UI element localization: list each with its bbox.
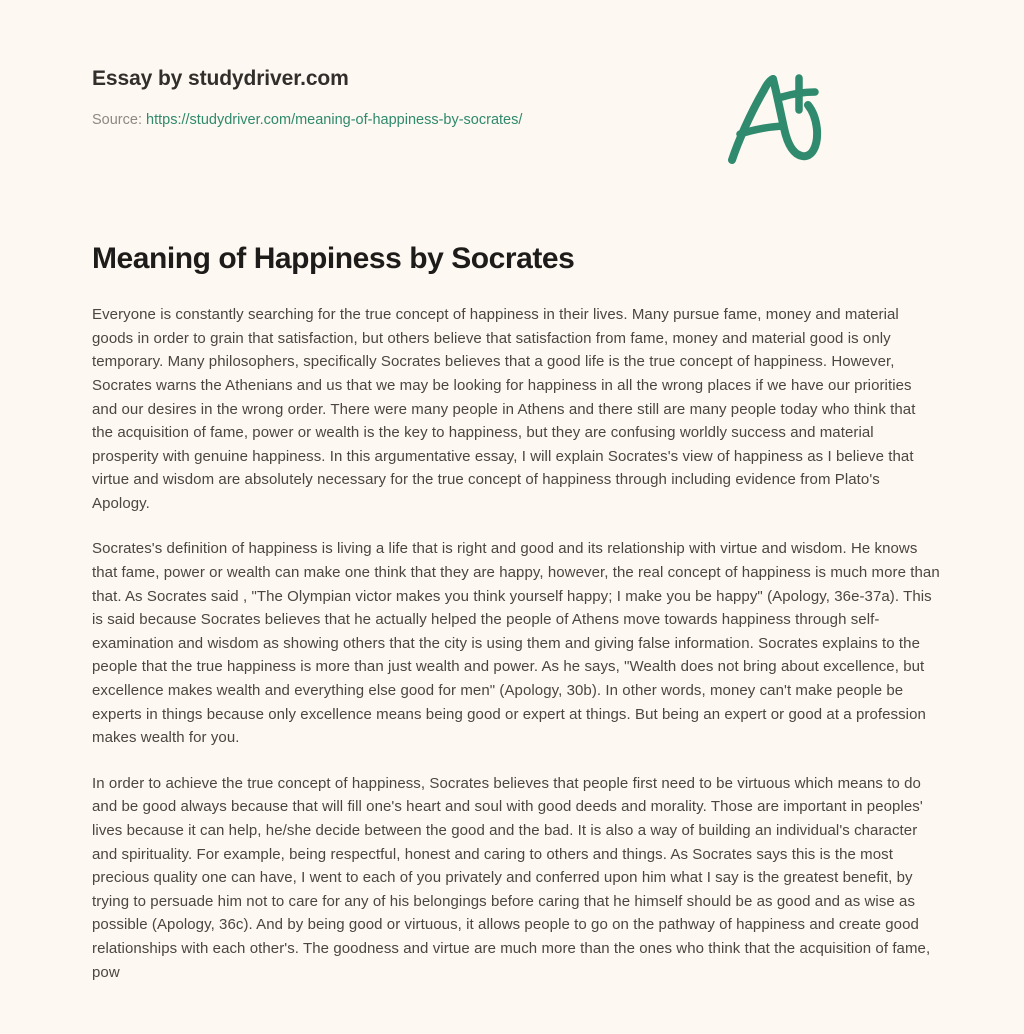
essay-paragraph: In order to achieve the true concept of happiness, Socrates believes that people first need to be virtuous which means to do and be good always because that will fill one's heart and soul with good deeds and morality. Those are important in peoples' lives because it can help, he/she decide between the good and the bad. It is also a way of building an individual's character and spirituality. For example, being respectful, honest and caring to others and things. As Socrates says this is the most precious quality one can have, I went to each of you privately and conferred upon him what I say is the greatest benefit, by trying to persuade him not to care for any of his belongings before caring that he himself should be as good and as wise as possible (Apology, 36c). And by being good or virtuous, it allows people to go on the pathway of happiness and create good relationships with each other's. The goodness and virtue are much more than the ones who think that the acquisition of fame, pow xyxy=(92,774,931,981)
source-url-link[interactable]: https://studydriver.com/meaning-of-happiness-by-socrates/ xyxy=(146,112,523,129)
document-header xyxy=(92,0,932,131)
a-plus-logo-icon xyxy=(720,72,824,168)
a-plus-logo xyxy=(720,72,824,168)
essay-body xyxy=(92,303,940,984)
essay-paragraph: Everyone is constantly searching for the true concept of happiness in their lives. Many pursue fame, money and material goods in order to grain that satisfaction, but others believe that satisfaction from fame, money and material good is only temporary. Many philosophers, specifically Socrates believes that a good life is the true concept of happiness. However, Socrates warns the Athenians and us that we may be looking for happiness in all the wrong places if we have our priorities and our desires in the wrong order. There were many people in Athens and there still are many people today who think that the acquisition of fame, power or wealth is the key to happiness, but they are confusing worldly success and material prosperity with genuine happiness. In this argumentative essay, I will explain Socrates's view of happiness as I believe that virtue and wisdom are absolutely necessary for the true concept of happiness through including evidence from Plato's Apology. xyxy=(92,306,916,512)
brand-byline: Essay by studydriver.com xyxy=(92,67,349,90)
essay-paragraph: Socrates's definition of happiness is living a life that is right and good and its relationship with virtue and wisdom. He knows that fame, power or wealth can make one think that they are happy, however, the real concept of happiness is much more than that. As Socrates said , "The Olympian victor makes you think yourself happy; I make you be happy" (Apology, 36e-37a). This is said because Socrates believes that he actually helped the people of Athens move towards happiness through self-examination and wisdom as showing others that the city is using them and giving false information. Socrates explains to the people that the true happiness is more than just wealth and power. As he says, "Wealth does not bring about excellence, but excellence makes wealth and everything else good for men" (Apology, 30b). In other words, money can't make people be experts in things because only excellence means being good or expert at things. But being an expert or good at a profession makes wealth for you. xyxy=(92,540,940,747)
source-label: Source: xyxy=(92,112,142,129)
page-title: Meaning of Happiness by Socrates xyxy=(92,241,575,275)
